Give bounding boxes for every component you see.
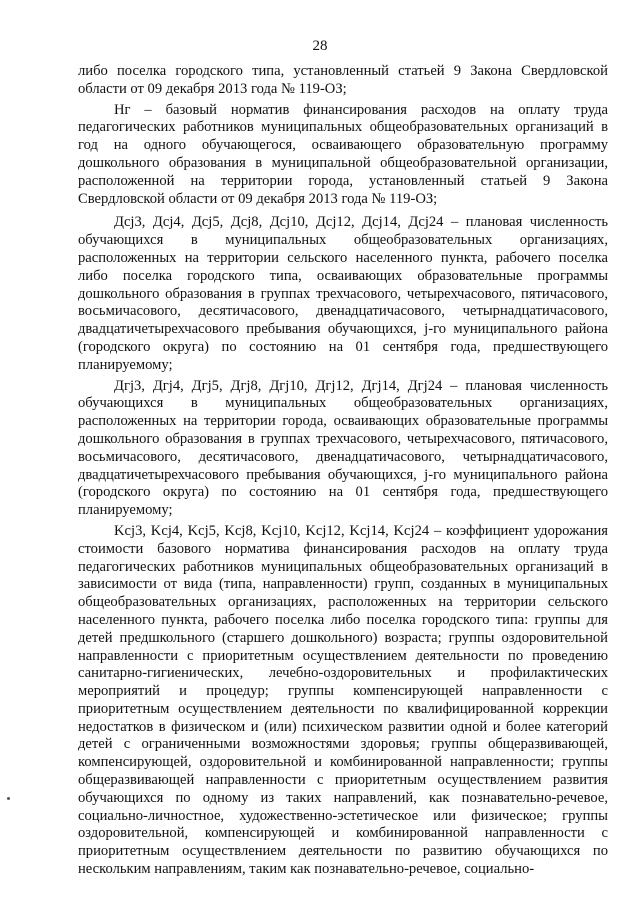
paragraph-dsj-definition: Дсj3, Дсj4, Дсj5, Дсj8, Дсj10, Дсj12, Дсj14, Дсj24 – плановая численность обучающихся в муниципальных общеобразовательных организациях, расположенных на территории сельского населенного пункта, рабочего поселка либо поселка городского типа, осваивающих образовательные программы дошкольного образования в группах трехчасового, четырехчасового, пятичасового, восьмичасового, десятичасового, двенадцатичасового, четырнадцатичасового, двадцатичетырехчасового пребывания обучающихся, j-го муниципального района (городского округа) по состоянию на 01 сентября года, предшествующего планируемому;	[78, 214, 608, 373]
paragraph-continuation: либо поселка городского типа, установленный статьей 9 Закона Свердловской области от 09 декабря 2013 года № 119-ОЗ;	[78, 63, 608, 97]
scan-speck	[7, 797, 10, 800]
document-body	[78, 63, 608, 879]
paragraph-dgj-definition: Дгj3, Дгj4, Дгj5, Дгj8, Дгj10, Дгj12, Дгj14, Дгj24 – плановая численность обучающихся в муниципальных общеобразовательных организациях, расположенных на территории города, осваивающих образовательные программы дошкольного образования в группах трехчасового, четырехчасового, пятичасового, восьмичасового, десятичасового, двенадцатичасового, четырнадцатичасового, двадцатичетырехчасового пребывания обучающихся, j-го муниципального района (городского округа) по состоянию на 01 сентября года, предшествующего планируемому;	[78, 377, 608, 519]
paragraph-ksj-definition: Kсj3, Kсj4, Kсj5, Kсj8, Kсj10, Kсj12, Kсj14, Kсj24 – коэффициент удорожания стоимости базового норматива финансирования расходов на оплату труда педагогических работников муниципальных общеобразовательных организаций в зависимости от вида (типа, направленности) групп, созданных в муниципальных общеобразовательных организациях, расположенных на территории сельского населенного пункта, рабочего поселка либо поселка городского типа: группы для детей предшкольного (старшего дошкольного) возраста; группы оздоровительной направленности с приоритетным осуществлением деятельности по проведению санитарно-гигиенических, лечебно-оздоровительных и профилактических мероприятий и процедур; группы компенсирующей направленности с приоритетным осуществлением деятельности по квалифицированной коррекции недостатков в физическом и (или) психическом развитии одной и более категорий детей с ограниченными возможностями здоровья; группы общеразвивающей, компенсирующей, оздоровительной и комбинированной направленности; группы общеразвивающей направленности с приоритетным осуществлением развития обучающихся по одному из таких направлений, как познавательно-речевое, социально-личностное, художественно-эстетическое или физическое; группы оздоровительной, компенсирующей и комбинированной направленности с приоритетным осуществлением деятельности по развитию обучающихся по нескольким направлениям, таким как познавательно-речевое, социально-	[78, 522, 608, 878]
page-number: 28	[312, 38, 328, 54]
paragraph-ng-definition: Нг – базовый норматив финансирования расходов на оплату труда педагогических работников муниципальных общеобразовательных организаций в год на одного обучающегося, осваивающего образовательную программу дошкольного образования в муниципальной общеобразовательной организации, расположенной на территории города, установленный статьей 9 Закона Свердловской области от 09 декабря 2013 года № 119-ОЗ;	[78, 101, 608, 207]
